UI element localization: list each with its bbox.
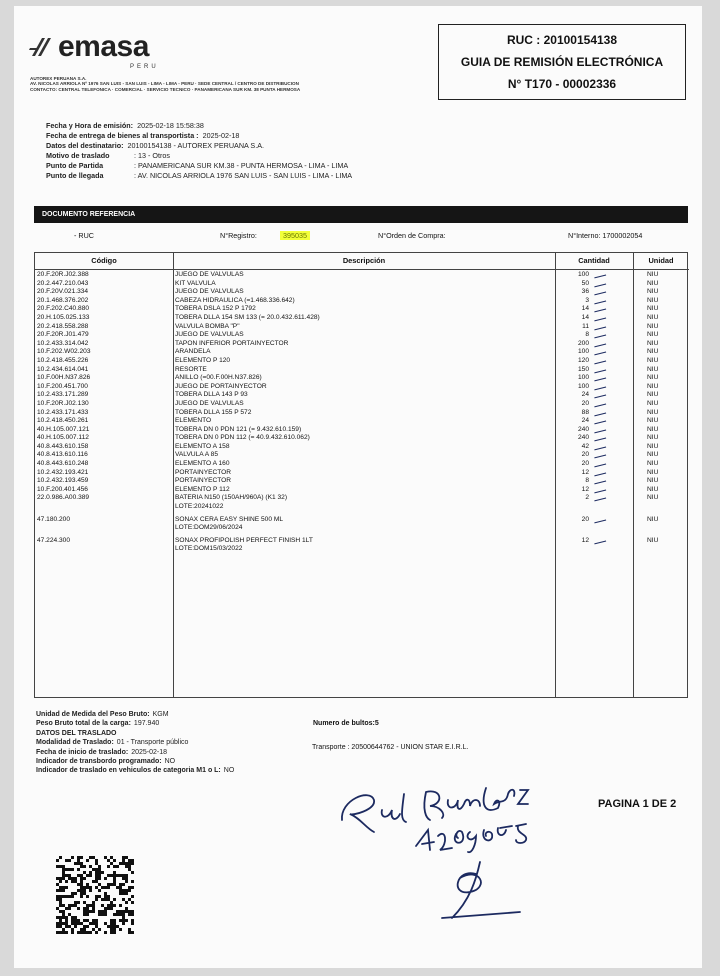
document-title: GUIA DE REMISIÓN ELECTRÓNICA (460, 55, 664, 69)
emission-value: : PANAMERICANA SUR KM.38 - PUNTA HERMOSA - LIMA - LIMA (134, 161, 349, 170)
item-quantity: 240 (577, 425, 589, 433)
item-unit: NIU (647, 468, 659, 476)
item-code: 10.2.433.171.433 (37, 408, 89, 416)
table-row (35, 417, 687, 426)
item-quantity: 120 (577, 356, 589, 364)
check-mark-icon (594, 359, 606, 365)
item-unit: NIU (647, 425, 659, 433)
table-row (35, 426, 687, 435)
check-mark-icon (594, 401, 606, 407)
handwritten-signature (330, 770, 570, 930)
item-unit: NIU (647, 434, 659, 442)
ruc-number: RUC : 20100154138 (506, 33, 618, 47)
table-row (35, 348, 687, 357)
item-quantity: 2 (585, 494, 589, 502)
item-description: TOBERA DN 0 PDN 121 (= 9.432.610.159) (175, 425, 302, 433)
item-unit: NIU (647, 460, 659, 468)
transport-line (36, 738, 234, 747)
registro-value: 395035 (280, 231, 310, 240)
item-code: 10.2.433.314.042 (37, 339, 89, 347)
company-line: CONTACTO: CENTRAL TELEFONICA · COMERCIAL · SERVICIO TECNICO · PANAMERICANA SUR KM. 38 PUNTA HERMOSA (30, 86, 301, 92)
check-mark-icon (594, 350, 606, 356)
item-description: TAPON INFERIOR PORTAINYECTOR (175, 339, 289, 347)
items-table (34, 252, 688, 698)
emission-value: 2025-02-18 15:58:38 (137, 121, 204, 130)
check-mark-icon (594, 410, 606, 416)
table-row (35, 460, 687, 469)
emission-value: 20100154138 - AUTOREX PERUANA S.A. (127, 141, 264, 150)
item-code: 20.H.105.025.133 (37, 313, 90, 321)
check-mark-icon (594, 419, 606, 425)
table-row (35, 383, 687, 392)
check-mark-icon (594, 444, 606, 450)
emission-row (46, 151, 352, 161)
table-row (35, 288, 687, 297)
item-description: RESORTE (175, 365, 207, 373)
item-description: TOBERA DN 0 PDN 112 (= 40.9.432.610.062) (175, 434, 310, 442)
table-row (35, 391, 687, 400)
orden-compra-label: N°Orden de Compra: (378, 231, 446, 240)
item-description: ARANDELA (175, 348, 211, 356)
check-mark-icon (594, 281, 606, 287)
transport-label: Indicador de traslado en vehiculos de categoria M1 o L: (36, 767, 221, 775)
item-description: ELEMENTO P 120 (175, 356, 231, 364)
check-mark-icon (594, 307, 606, 313)
item-description: JUEGO DE VALVULAS (175, 288, 244, 296)
item-quantity: 100 (577, 348, 589, 356)
item-unit: NIU (647, 322, 659, 330)
emission-value: 2025-02-18 (202, 131, 240, 140)
table-row (35, 443, 687, 452)
item-unit: NIU (647, 515, 659, 523)
item-quantity: 3 (585, 296, 589, 304)
check-mark-icon (594, 453, 606, 459)
item-unit: NIU (647, 536, 659, 544)
item-code: 20.2.418.558.288 (37, 322, 89, 330)
item-description: ELEMENTO A 158 (175, 442, 230, 450)
check-mark-icon (594, 393, 606, 399)
table-row (35, 537, 687, 546)
item-unit: NIU (647, 451, 659, 459)
item-description: ANILLO (=00.F.00H.N37.826) (175, 374, 262, 382)
table-row (35, 366, 687, 375)
table-row (35, 451, 687, 460)
check-mark-icon (594, 538, 606, 544)
item-description: ELEMENTO A 160 (175, 460, 230, 468)
check-mark-icon (594, 487, 606, 493)
transport-label: Peso Bruto total de la carga: (36, 720, 131, 728)
item-unit: NIU (647, 494, 659, 502)
table-row (35, 374, 687, 383)
qr-code (56, 856, 134, 934)
transport-value: NO (164, 758, 176, 766)
item-unit: NIU (647, 313, 659, 321)
company-line: AUTOREX PERUANA S.A. (30, 76, 87, 81)
table-row (35, 357, 687, 366)
item-unit: NIU (647, 279, 659, 287)
item-description: SONAX PROFIPOLISH PERFECT FINISH 1LT (175, 536, 313, 544)
item-unit: NIU (647, 382, 659, 390)
transport-label: DATOS DEL TRASLADO (36, 729, 117, 737)
lot-row (35, 503, 687, 512)
item-description: PORTAINYECTOR (175, 468, 232, 476)
item-code: 20.F.202.C40.880 (37, 305, 90, 313)
company-line: AV. NICOLAS ARRIOLA Nº 1976 SAN LUIS - SAN LUIS - LIMA - LIMA - PERU · SEDE CENTRAL / CENTRO DE DISTRIBUCION (30, 81, 299, 87)
item-description: BATERIA N150 (150AH/960A) (K1 32) (175, 494, 288, 502)
check-mark-icon (594, 341, 606, 347)
item-quantity: 20 (581, 515, 589, 523)
emasa-logo-icon (28, 34, 54, 60)
item-quantity: 14 (581, 305, 589, 313)
check-mark-icon (594, 517, 606, 523)
lot-number: LOTE:20241022 (175, 503, 224, 511)
table-row (35, 280, 687, 289)
transport-value: KGM (152, 711, 169, 718)
transport-line (36, 719, 234, 728)
check-mark-icon (594, 273, 606, 279)
item-code: 20.1.468.376.202 (37, 296, 89, 304)
emission-row (46, 131, 352, 141)
item-description: TOBERA DSLA 152 P 1792 (175, 305, 256, 313)
item-code: 20.F.20R.J02.388 (37, 271, 89, 278)
item-quantity: 36 (581, 288, 589, 296)
item-unit: NIU (647, 288, 659, 296)
item-unit: NIU (647, 477, 659, 485)
emasa-logo (28, 30, 149, 64)
reference-bar: DOCUMENTO REFERENCIA (34, 206, 688, 223)
check-mark-icon (594, 324, 606, 330)
item-quantity: 12 (581, 468, 589, 476)
item-unit: NIU (647, 296, 659, 304)
table-row (35, 494, 687, 503)
item-description: VALVULA BOMBA "P" (175, 322, 240, 330)
item-code: 10.2.433.171.289 (37, 391, 89, 399)
item-description: SONAX CERA EASY SHINE 500 ML (175, 515, 283, 523)
table-row (35, 409, 687, 418)
item-code: 22.0.986.A00.389 (37, 494, 90, 502)
item-code: 40.8.443.610.248 (37, 460, 89, 468)
table-row (35, 340, 687, 349)
item-description: JUEGO DE PORTAINYECTOR (175, 382, 267, 390)
emission-label: Fecha y Hora de emisión: (46, 121, 134, 130)
item-quantity: 150 (577, 365, 589, 373)
transport-line (36, 729, 234, 738)
item-quantity: 11 (582, 322, 589, 330)
brand-name: emasa (58, 30, 149, 63)
emission-label: Punto de Partida (46, 161, 104, 170)
lot-row (35, 524, 687, 533)
table-row (35, 434, 687, 443)
item-code: 10.2.418.455.226 (37, 356, 89, 364)
table-row (35, 314, 687, 323)
item-code: 10.F.200.451.700 (37, 382, 88, 390)
item-code: 10.F.202.W02.203 (37, 348, 91, 356)
item-quantity: 24 (581, 391, 589, 399)
item-quantity: 88 (581, 408, 589, 416)
table-row (35, 323, 687, 332)
company-info (30, 76, 390, 92)
table-body (35, 271, 687, 554)
item-code: 10.2.432.193.459 (37, 477, 89, 485)
item-quantity: 20 (581, 399, 589, 407)
emission-label: Datos del destinatario: (46, 141, 124, 150)
numero-interno: N°Interno: 1700002054 (568, 231, 643, 240)
item-code: 20.F.20R.J01.479 (37, 331, 89, 339)
emission-row (46, 171, 352, 181)
transport-label: Fecha de inicio de traslado: (36, 748, 129, 756)
item-description: ELEMENTO (175, 417, 212, 425)
item-quantity: 100 (577, 271, 589, 278)
check-mark-icon (594, 470, 606, 476)
document-number: N° T170 - 00002336 (507, 77, 617, 91)
emission-label: Punto de llegada (46, 171, 104, 180)
item-unit: NIU (647, 365, 659, 373)
check-mark-icon (594, 376, 606, 382)
item-code: 10.2.418.450.261 (37, 417, 89, 425)
check-mark-icon (594, 496, 606, 502)
item-quantity: 240 (577, 434, 589, 442)
transport-details (36, 710, 234, 776)
item-quantity: 12 (581, 485, 589, 493)
item-quantity: 100 (577, 374, 589, 382)
transport-value: NO (223, 767, 235, 775)
emission-value: : AV. NICOLAS ARRIOLA 1976 SAN LUIS - SAN LUIS - LIMA - LIMA (134, 171, 353, 180)
item-code: 10.2.434.614.041 (37, 365, 89, 373)
transport-value: 01 - Transporte público (116, 739, 189, 747)
table-row (35, 486, 687, 495)
transport-label: Indicador de transbordo programado: (36, 758, 162, 766)
emission-details (46, 121, 352, 181)
numero-bultos: Numero de bultos:5 (313, 720, 379, 727)
item-description: TOBERA DLLA 155 P 572 (175, 408, 252, 416)
transport-line (36, 710, 234, 719)
item-quantity: 200 (577, 339, 589, 347)
item-quantity: 24 (581, 417, 589, 425)
item-description: KIT VALVULA (175, 279, 216, 287)
item-unit: NIU (647, 339, 659, 347)
table-row (35, 331, 687, 340)
item-code: 40.8.443.610.158 (37, 442, 89, 450)
col-header-description: Descripción (173, 253, 555, 270)
item-code: 20.F.20V.021.334 (37, 288, 89, 296)
table-row (35, 271, 687, 280)
item-code: 10.2.432.193.421 (37, 468, 89, 476)
item-code: 40.H.105.007.112 (37, 434, 89, 442)
item-unit: NIU (647, 485, 659, 493)
table-row (35, 305, 687, 314)
table-row (35, 400, 687, 409)
item-description: ELEMENTO P 112 (175, 485, 230, 493)
emission-label: Motivo de traslado (46, 151, 110, 160)
item-unit: NIU (647, 408, 659, 416)
transport-value: 197.940 (133, 720, 160, 728)
item-description: TOBERA DLLA 154 SM 133 (= 20.0.432.611.428) (175, 313, 320, 321)
item-description: JUEGO DE VALVULAS (175, 271, 244, 278)
item-unit: NIU (647, 417, 659, 425)
item-quantity: 20 (581, 451, 589, 459)
lot-row (35, 545, 687, 554)
lot-number: LOTE:DOM29/06/2024 (175, 524, 243, 532)
table-row (35, 477, 687, 486)
page-indicator: PAGINA 1 DE 2 (598, 798, 677, 810)
item-unit: NIU (647, 305, 659, 313)
check-mark-icon (594, 479, 606, 485)
registro-label: N°Registro: (220, 231, 257, 240)
emission-label: Fecha de entrega de bienes al transportista : (46, 131, 199, 140)
transport-label: Unidad de Medida del Peso Bruto: (36, 711, 150, 718)
item-code: 10.F.00H.N37.826 (37, 374, 91, 382)
item-description: PORTAINYECTOR (175, 477, 232, 485)
emission-row (46, 121, 352, 131)
col-header-unit: Unidad (633, 253, 689, 270)
check-mark-icon (594, 290, 606, 296)
item-unit: NIU (647, 271, 659, 278)
item-unit: NIU (647, 356, 659, 364)
transport-line (36, 757, 234, 766)
check-mark-icon (594, 298, 606, 304)
check-mark-icon (594, 367, 606, 373)
transport-line (36, 748, 234, 757)
item-code: 40.8.413.610.116 (37, 451, 88, 459)
item-unit: NIU (647, 399, 659, 407)
lot-number: LOTE:DOM15/03/2022 (175, 545, 243, 553)
item-description: JUEGO DE VALVULAS (175, 399, 244, 407)
reference-row (34, 225, 688, 243)
item-quantity: 42 (581, 442, 589, 450)
document-id-box (438, 24, 686, 100)
transport-value: 2025-02-18 (131, 748, 168, 756)
item-quantity: 12 (581, 536, 589, 544)
emission-row (46, 161, 352, 171)
transport-line (36, 766, 234, 775)
check-mark-icon (594, 436, 606, 442)
item-unit: NIU (647, 374, 659, 382)
emission-value: : 13 - Otros (134, 151, 170, 160)
item-description: VALVULA A 85 (175, 451, 219, 459)
brand-subtitle: PERU (130, 64, 159, 70)
table-row (35, 469, 687, 478)
item-quantity: 8 (585, 331, 589, 339)
item-quantity: 50 (581, 279, 589, 287)
item-code: 10.F.20R.J02.130 (37, 399, 89, 407)
check-mark-icon (594, 427, 606, 433)
check-mark-icon (594, 462, 606, 468)
item-code: 47.224.300 (37, 536, 71, 544)
item-code: 47.180.200 (37, 515, 71, 523)
col-header-quantity: Cantidad (555, 253, 633, 270)
item-unit: NIU (647, 331, 659, 339)
item-code: 10.F.200.401.456 (37, 485, 88, 493)
item-quantity: 100 (577, 382, 589, 390)
check-mark-icon (594, 316, 606, 322)
item-quantity: 8 (585, 477, 589, 485)
transport-label: Modalidad de Traslado: (36, 739, 114, 747)
check-mark-icon (594, 333, 606, 339)
item-quantity: 20 (581, 460, 589, 468)
item-unit: NIU (647, 391, 659, 399)
item-unit: NIU (647, 348, 659, 356)
check-mark-icon (594, 384, 606, 390)
col-header-code: Código (35, 253, 173, 270)
item-quantity: 14 (581, 313, 589, 321)
item-description: TOBERA DLLA 143 P 93 (175, 391, 248, 399)
emission-row (46, 141, 352, 151)
item-unit: NIU (647, 442, 659, 450)
table-row (35, 297, 687, 306)
item-description: JUEGO DE VALVULAS (175, 331, 244, 339)
item-code: 40.H.105.007.121 (37, 425, 90, 433)
item-description: CABEZA HIDRAULICA (=1.468.336.642) (175, 296, 295, 304)
reference-ruc: - RUC (74, 231, 94, 240)
transporte: Transporte : 20500644762 - UNION STAR E.I.R.L. (312, 744, 469, 751)
item-code: 20.2.447.210.043 (37, 279, 89, 287)
table-row (35, 516, 687, 525)
